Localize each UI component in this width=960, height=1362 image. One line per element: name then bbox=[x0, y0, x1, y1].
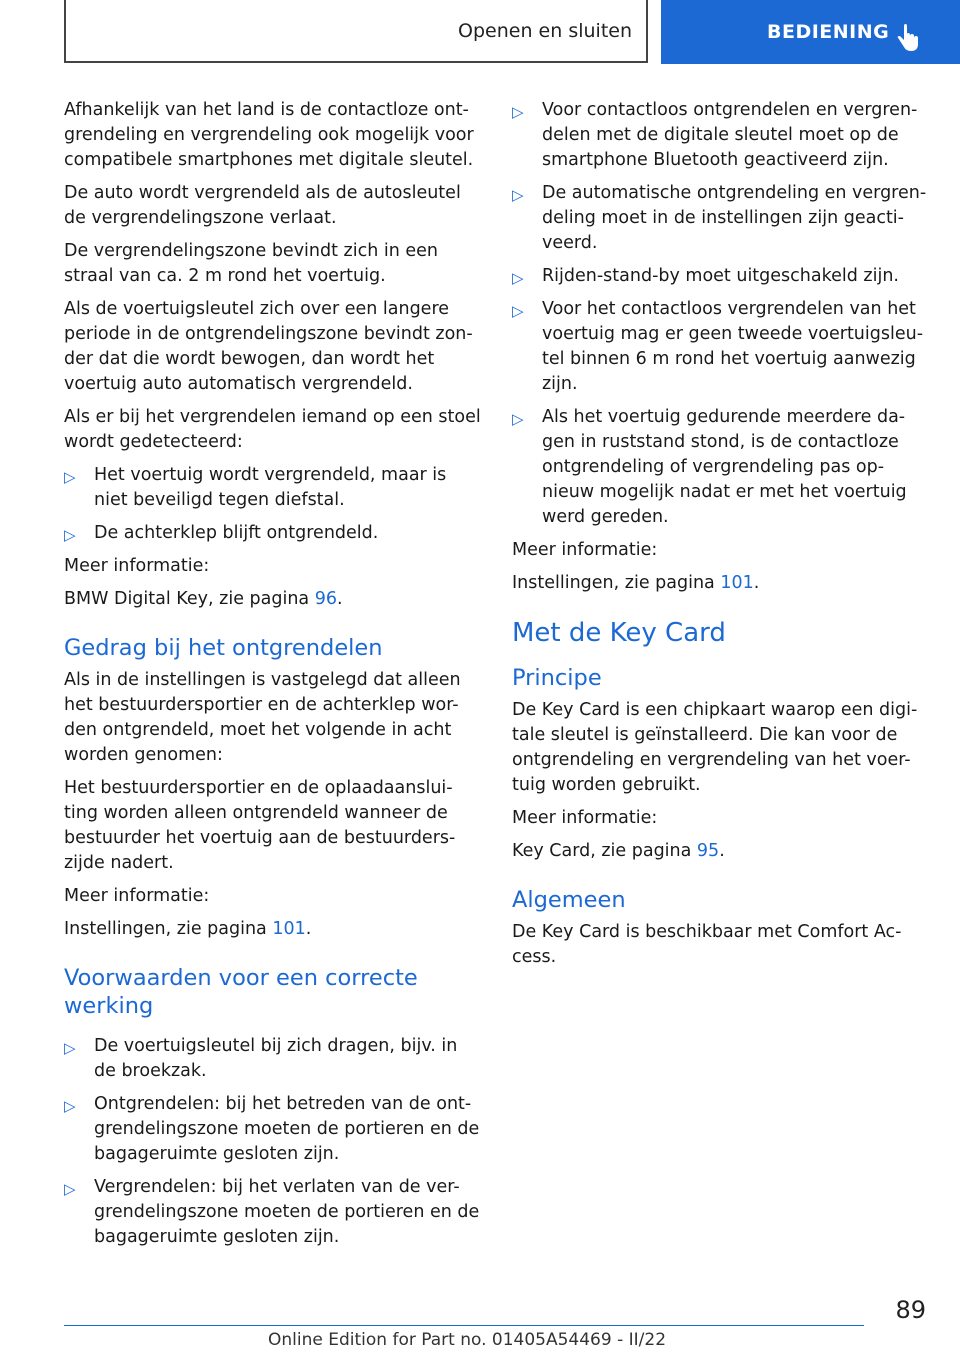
list-item: ▷ De voertuigsleutel bij zich dragen, bijv. in de broekzak. bbox=[64, 1036, 458, 1081]
triangle-bullet-icon: ▷ bbox=[512, 302, 524, 320]
footer-edition: Online Edition for Part no. 01405A54469 - II/22 bbox=[268, 1330, 667, 1350]
list-item: ▷ Het voertuig wordt vergrendeld, maar is niet beveiligd tegen diefstal. bbox=[64, 465, 447, 510]
more-info-label: Meer informatie: bbox=[512, 808, 658, 828]
triangle-bullet-icon: ▷ bbox=[512, 410, 524, 428]
left-column bbox=[64, 98, 484, 1258]
paragraph: Afhankelijk van het land is de contactloze ont-grendeling en vergrendeling ook mogelijk voor compatibele smartphones met digitale sleutel. bbox=[64, 100, 474, 170]
bullet-list bbox=[64, 1034, 484, 1250]
chapter-heading: Met de Key Card bbox=[512, 618, 726, 648]
paragraph: Als in de instellingen is vastgelegd dat alleen het bestuurdersportier en de achterklep wor-den ontgrendeld, moet het volgende in acht worden genomen: bbox=[64, 670, 461, 765]
header-section-title: Openen en sluiten bbox=[458, 19, 632, 42]
page-link[interactable]: 95 bbox=[696, 841, 720, 861]
reference: Key Card, zie pagina 95. bbox=[512, 841, 725, 861]
list-item: ▷ Vergrendelen: bij het verlaten van de ver-grendelingszone moeten de portieren en de bagageruimte gesloten zijn. bbox=[64, 1177, 480, 1247]
reference: Instellingen, zie pagina 101. bbox=[64, 919, 312, 939]
triangle-bullet-icon: ▷ bbox=[64, 1039, 76, 1057]
triangle-bullet-icon: ▷ bbox=[512, 269, 524, 287]
paragraph: Als de voertuigsleutel zich over een langere periode in de ontgrendelingszone bevindt zon-der dat die wordt bewogen, dan wordt het voertuig auto automatisch vergrendeld. bbox=[64, 299, 473, 394]
page-link[interactable]: 96 bbox=[314, 589, 337, 609]
paragraph: Het bestuurdersportier en de oplaadaanslui-ting worden alleen ontgrendeld wanneer de bestuurder het voertuig aan de bestuurders-zijde nadert. bbox=[64, 778, 456, 873]
hand-pointer-icon bbox=[895, 24, 921, 54]
list-item: ▷ Rijden-stand-by moet uitgeschakeld zijn. bbox=[512, 264, 928, 289]
more-info-label: Meer informatie: bbox=[64, 886, 210, 906]
list-item: ▷ De achterklep blijft ontgrendeld. bbox=[64, 521, 484, 546]
bullet-list bbox=[512, 98, 928, 530]
page-number: 89 bbox=[895, 1296, 926, 1324]
section-heading: Gedrag bij het ontgrendelen bbox=[64, 635, 383, 661]
paragraph: Als er bij het vergrendelen iemand op een stoel wordt gedetecteerd: bbox=[64, 407, 481, 452]
triangle-bullet-icon: ▷ bbox=[64, 526, 76, 544]
page-link[interactable]: 101 bbox=[720, 573, 754, 593]
triangle-bullet-icon: ▷ bbox=[512, 103, 524, 121]
reference: Instellingen, zie pagina 101. bbox=[512, 573, 760, 593]
list-item: ▷ Voor contactloos ontgrendelen en vergren-delen met de digitale sleutel moet op de smartphone Bluetooth geactiveerd zijn. bbox=[512, 100, 918, 170]
triangle-bullet-icon: ▷ bbox=[512, 186, 524, 204]
paragraph: De Key Card is beschikbaar met Comfort Ac-cess. bbox=[512, 922, 902, 967]
section-heading: Algemeen bbox=[512, 887, 626, 913]
footer-divider bbox=[64, 1325, 864, 1326]
paragraph: De Key Card is een chipkaart waarop een digi-tale sleutel is geïnstalleerd. Die kan voor de ontgrendeling en vergrendeling van het voer-tuig worden gebruikt. bbox=[512, 700, 918, 795]
reference: BMW Digital Key, zie pagina 96. bbox=[64, 589, 343, 609]
section-heading: Voorwaarden voor een correcte werking bbox=[64, 965, 418, 1019]
triangle-bullet-icon: ▷ bbox=[64, 468, 76, 486]
page-link[interactable]: 101 bbox=[272, 919, 306, 939]
more-info-label: Meer informatie: bbox=[64, 556, 210, 576]
paragraph: De auto wordt vergrendeld als de autosleutel de vergrendelingszone verlaat. bbox=[64, 183, 461, 228]
triangle-bullet-icon: ▷ bbox=[64, 1097, 76, 1115]
triangle-bullet-icon: ▷ bbox=[64, 1180, 76, 1198]
paragraph: De vergrendelingszone bevindt zich in een straal van ca. 2 m rond het voertuig. bbox=[64, 241, 439, 286]
list-item: ▷ Als het voertuig gedurende meerdere da-gen in ruststand stond, is de contactloze ontgrendeling of vergrendeling pas op-nieuw mogelijk nadat er met het voertuig werd gereden. bbox=[512, 407, 907, 527]
list-item: ▷ De automatische ontgrendeling en vergren-deling moet in de instellingen zijn geacti-veerd. bbox=[512, 183, 927, 253]
header-section-box bbox=[64, 0, 648, 63]
more-info-label: Meer informatie: bbox=[512, 540, 658, 560]
bullet-list bbox=[64, 463, 484, 546]
header-chapter-box bbox=[661, 0, 960, 64]
section-heading: Principe bbox=[512, 665, 602, 691]
header-chapter-title: BEDIENING bbox=[767, 21, 890, 43]
right-column bbox=[512, 98, 928, 978]
list-item: ▷ Ontgrendelen: bij het betreden van de ont-grendelingszone moeten de portieren en de bagageruimte gesloten zijn. bbox=[64, 1094, 480, 1164]
list-item: ▷ Voor het contactloos vergrendelen van het voertuig mag er geen tweede voertuigsleu-tel binnen 6 m rond het voertuig aanwezig zijn. bbox=[512, 299, 924, 394]
